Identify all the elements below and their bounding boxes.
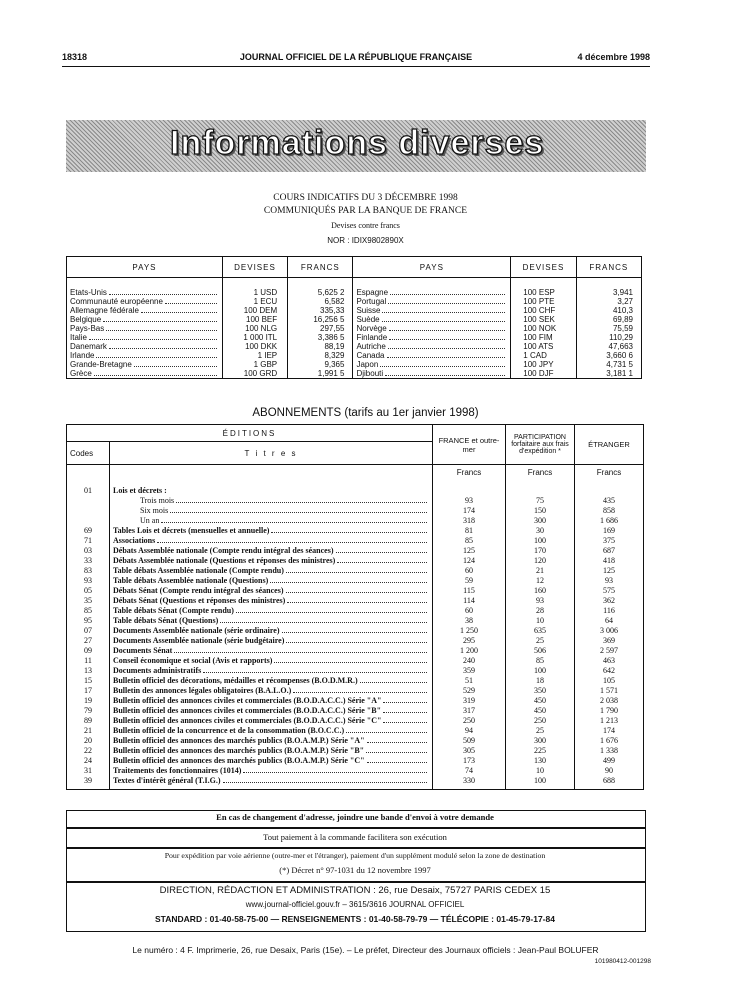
rate-country: Grèce: [67, 369, 223, 379]
sub-participation: 12: [506, 575, 575, 585]
sub-france: 330: [433, 775, 506, 785]
sub-etranger: 1 338: [575, 745, 644, 755]
banner-title: Informations diverses: [170, 124, 545, 162]
sub-code: 11: [84, 655, 92, 665]
sub-etranger: 463: [575, 655, 644, 665]
sub-france: 1 250: [433, 625, 506, 635]
col-codes: Codes: [67, 442, 110, 465]
sub-etranger: 688: [575, 775, 644, 785]
col-titres: T i t r e s: [110, 442, 433, 465]
journal-name: JOURNAL OFFICIEL DE LA RÉPUBLIQUE FRANÇAISE: [239, 52, 473, 62]
subscription-row: [67, 495, 644, 505]
rate-country: Portugal: [353, 297, 511, 306]
sub-title: Bulletin officiel des annonces des marchés publics (B.O.A.M.P.) Série "A": [110, 735, 433, 745]
sub-title: Débats Sénat (Questions et réponses des ministres): [110, 595, 433, 605]
subscription-row: [67, 645, 644, 655]
sub-participation: 30: [506, 525, 575, 535]
subscription-row: [67, 655, 644, 665]
sub-france: 60: [433, 605, 506, 615]
col-participation: PARTICIPATION forfaitaire aux frais d'expédition *: [506, 425, 575, 465]
air-mail-note: Pour expédition par voie aérienne (outre-mer et l'étranger), paiement d'un supplément modulé selon la zone de destination: [164, 851, 546, 860]
sub-etranger: 575: [575, 585, 644, 595]
sub-code: 07: [84, 625, 92, 635]
section-banner: [66, 120, 646, 172]
rate-currency: 1 ECU: [222, 297, 287, 306]
sub-etranger: 174: [575, 725, 644, 735]
col-pays-left: PAYS: [67, 257, 223, 278]
subscription-row: [67, 525, 644, 535]
sub-etranger: 93: [575, 575, 644, 585]
subscriptions-body: [67, 479, 644, 790]
rate-currency: 1 000 ITL: [222, 333, 287, 342]
sub-france: 59: [433, 575, 506, 585]
sub-code: 09: [84, 645, 92, 655]
sub-france: 509: [433, 735, 506, 745]
subscription-row: [67, 685, 644, 695]
subscription-row: [67, 605, 644, 615]
sub-france: 60: [433, 565, 506, 575]
rate-value: 9,365: [288, 360, 353, 369]
sub-france: 74: [433, 765, 506, 775]
col-devises-right: DEVISES: [511, 257, 576, 278]
rate-currency: 100 GRD: [222, 369, 287, 379]
sub-etranger: 499: [575, 755, 644, 765]
subscription-row: [67, 555, 644, 565]
decree-note: (*) Décret n° 97-1031 du 12 novembre 1997: [279, 865, 431, 875]
subscription-row: [67, 535, 644, 545]
sub-code: 05: [84, 585, 92, 595]
issue-date: 4 décembre 1998: [577, 52, 650, 62]
sub-participation: [506, 479, 575, 495]
sub-title: Documents Assemblée nationale (série ordinaire): [110, 625, 433, 635]
sub-code: 79: [84, 705, 92, 715]
phone-line: STANDARD : 01-40-58-75-00 — RENSEIGNEMENTS : 01-40-58-79-79 — TÉLÉCOPIE : 01-45-79-17-84: [155, 914, 555, 924]
sub-title: Bulletin officiel des décorations, médailles et récompenses (B.O.D.M.R.): [110, 675, 433, 685]
sub-code: [67, 495, 110, 505]
rate-country: Djibouti: [353, 369, 511, 379]
rate-currency: 100 JPY: [511, 360, 576, 369]
rate-currency: 100 NOK: [511, 324, 576, 333]
rate-currency: 100 DKK: [222, 342, 287, 351]
sub-title: Documents administratifs: [110, 665, 433, 675]
sub-participation: 300: [506, 515, 575, 525]
sub-etranger: 418: [575, 555, 644, 565]
rate-value: 6,582: [288, 297, 353, 306]
rate-value: 3,660 6: [576, 351, 641, 360]
rates-body: [67, 278, 642, 379]
sub-etranger: 1 571: [575, 685, 644, 695]
rate-currency: 100 DEM: [222, 306, 287, 315]
sub-france: 94: [433, 725, 506, 735]
sub-title: Tables Lois et décrets (mensuelles et annuelle): [110, 525, 433, 535]
sub-etranger: 435: [575, 495, 644, 505]
sub-code: 19: [84, 695, 92, 705]
rate-currency: 100 NLG: [222, 324, 287, 333]
sub-france: 125: [433, 545, 506, 555]
sub-participation: 350: [506, 685, 575, 695]
sub-title: Bulletin officiel des annonces civiles et commerciales (B.O.D.A.C.C.) Série "B": [110, 705, 433, 715]
subscription-row: [67, 505, 644, 515]
rate-country: Espagne: [353, 278, 511, 298]
sub-etranger: 2 597: [575, 645, 644, 655]
rate-value: 110,29: [576, 333, 641, 342]
sub-title: Table débats Assemblée nationale (Questions): [110, 575, 433, 585]
subscription-row: [67, 765, 644, 775]
rates-title-2: COMMUNIQUÉS PAR LA BANQUE DE FRANCE: [263, 206, 468, 216]
rate-country: Norvège: [353, 324, 511, 333]
sub-title: Un an: [110, 515, 433, 525]
rate-currency: 100 CHF: [511, 306, 576, 315]
subscription-row: [67, 725, 644, 735]
rate-row: [67, 333, 642, 342]
sub-title: Bulletin officiel des annonces des marchés publics (B.O.A.M.P.) Série "C": [110, 755, 433, 765]
rate-value: 297,55: [288, 324, 353, 333]
sub-participation: 150: [506, 505, 575, 515]
rate-country: Autriche: [353, 342, 511, 351]
sub-code: 31: [84, 765, 92, 775]
sub-title: Conseil économique et social (Avis et rapports): [110, 655, 433, 665]
rate-country: Suisse: [353, 306, 511, 315]
sub-code: 21: [84, 725, 92, 735]
sub-france: 115: [433, 585, 506, 595]
sub-code: [67, 515, 110, 525]
sub-code: 15: [84, 675, 92, 685]
sub-france: [433, 479, 506, 495]
sub-title: Documents Sénat: [110, 645, 433, 655]
sub-etranger: 1 686: [575, 515, 644, 525]
sub-france: 359: [433, 665, 506, 675]
rate-currency: 100 ESP: [511, 278, 576, 298]
subscription-row: [67, 695, 644, 705]
sub-participation: 10: [506, 765, 575, 775]
sub-france: 38: [433, 615, 506, 625]
rate-currency: 100 SEK: [511, 315, 576, 324]
sub-title: Débats Assemblée nationale (Questions et réponses des ministres): [110, 555, 433, 565]
sub-code: 89: [84, 715, 92, 725]
footer-line: Le numéro : 4 F. Imprimerie, 26, rue Desaix, Paris (15e). – Le préfet, Directeur des Journaux officiels : Jean-Paul BOLUFER: [132, 945, 599, 955]
sub-title: Bulletin des annonces légales obligatoires (B.A.L.O.): [110, 685, 433, 695]
sub-title: Table débats Sénat (Questions): [110, 615, 433, 625]
sub-etranger: 687: [575, 545, 644, 555]
sub-code: 03: [84, 545, 92, 555]
sub-france: 319: [433, 695, 506, 705]
rate-country: Allemagne fédérale: [67, 306, 223, 315]
rate-currency: 100 BEF: [222, 315, 287, 324]
sub-title: Documents Assemblée nationale (série budgétaire): [110, 635, 433, 645]
direction-address: DIRECTION, RÉDACTION ET ADMINISTRATION : 26, rue Desaix, 75727 PARIS CEDEX 15: [159, 885, 551, 896]
sub-etranger: 105: [575, 675, 644, 685]
subscription-row: [67, 479, 644, 495]
sub-participation: 10: [506, 615, 575, 625]
col-etranger: ÉTRANGER: [575, 425, 644, 465]
sub-etranger: 642: [575, 665, 644, 675]
sub-etranger: 90: [575, 765, 644, 775]
sub-etranger: 1 790: [575, 705, 644, 715]
sub-code: 39: [84, 775, 92, 785]
sub-title: Débats Sénat (Compte rendu intégral des séances): [110, 585, 433, 595]
rate-value: 47,663: [576, 342, 641, 351]
subscription-row: [67, 715, 644, 725]
col-francs-right: FRANCS: [576, 257, 641, 278]
col-pays-right: PAYS: [353, 257, 511, 278]
rates-subtitle: Devises contre francs: [331, 221, 400, 230]
sub-participation: 93: [506, 595, 575, 605]
sub-participation: 21: [506, 565, 575, 575]
sub-title: Table débats Sénat (Compte rendu): [110, 605, 433, 615]
sub-title: Débats Assemblée nationale (Compte rendu intégral des séances): [110, 545, 433, 555]
subscription-row: [67, 675, 644, 685]
address-change-note: En cas de changement d'adresse, joindre une bande d'envoi à votre demande: [216, 812, 494, 822]
rate-row: [67, 297, 642, 306]
sub-participation: 100: [506, 775, 575, 785]
sub-title: Traitements des fonctionnaires (1014): [110, 765, 433, 775]
sub-participation: 75: [506, 495, 575, 505]
subscription-row: [67, 515, 644, 525]
rate-country: Communauté européenne: [67, 297, 223, 306]
rate-value: 3,27: [576, 297, 641, 306]
rate-currency: 100 PTE: [511, 297, 576, 306]
sub-participation: 100: [506, 665, 575, 675]
sub-etranger: 1 213: [575, 715, 644, 725]
rate-value: 16,256 5: [288, 315, 353, 324]
rate-country: Etats-Unis: [67, 278, 223, 298]
sub-france: 93: [433, 495, 506, 505]
sub-france: 295: [433, 635, 506, 645]
rate-currency: 100 DJF: [511, 369, 576, 379]
rate-country: Japon: [353, 360, 511, 369]
sub-etranger: 125: [575, 565, 644, 575]
sub-code: 22: [84, 745, 92, 755]
sub-france: 174: [433, 505, 506, 515]
sub-participation: 120: [506, 555, 575, 565]
rate-country: Italie: [67, 333, 223, 342]
sub-france: 114: [433, 595, 506, 605]
sub-participation: 130: [506, 755, 575, 765]
sub-france: 173: [433, 755, 506, 765]
sub-participation: 450: [506, 695, 575, 705]
subscription-row: [67, 705, 644, 715]
subscription-row: [67, 565, 644, 575]
sub-title: Lois et décrets :: [110, 479, 433, 495]
sub-code: 01: [84, 485, 92, 495]
subscription-row: [67, 635, 644, 645]
sub-etranger: 116: [575, 605, 644, 615]
sub-participation: 160: [506, 585, 575, 595]
sub-france: 305: [433, 745, 506, 755]
rate-row: [67, 315, 642, 324]
exchange-rates-table: [66, 256, 642, 379]
rate-country: Suède: [353, 315, 511, 324]
sub-title: Bulletin officiel de la concurrence et de la consommation (B.O.C.C.): [110, 725, 433, 735]
subscription-row: [67, 545, 644, 555]
website-line: www.journal-officiel.gouv.fr – 3615/3616 JOURNAL OFFICIEL: [245, 900, 465, 909]
rate-row: [67, 306, 642, 315]
footer-code: 101980412-001298: [594, 958, 651, 965]
rate-country: Canada: [353, 351, 511, 360]
sub-france: 1 200: [433, 645, 506, 655]
sub-etranger: 1 676: [575, 735, 644, 745]
rate-value: 69,89: [576, 315, 641, 324]
subscription-row: [67, 735, 644, 745]
subscription-row: [67, 665, 644, 675]
col-francs-left: FRANCS: [288, 257, 353, 278]
sub-code: 93: [84, 575, 92, 585]
rate-value: 3,941: [576, 278, 641, 298]
rate-value: 3,386 5: [288, 333, 353, 342]
rate-country: Finlande: [353, 333, 511, 342]
sub-etranger: 64: [575, 615, 644, 625]
sub-title: Bulletin officiel des annonces civiles et commerciales (B.O.D.A.C.C.) Série "C": [110, 715, 433, 725]
sub-participation: 635: [506, 625, 575, 635]
sub-code: 35: [84, 595, 92, 605]
sub-title: Trois mois: [110, 495, 433, 505]
rate-country: Pays-Bas: [67, 324, 223, 333]
sub-france: 318: [433, 515, 506, 525]
rate-value: 410,3: [576, 306, 641, 315]
sub-etranger: 362: [575, 595, 644, 605]
sub-code: 24: [84, 755, 92, 765]
rate-value: 3,181 1: [576, 369, 641, 379]
sub-france: 124: [433, 555, 506, 565]
rate-currency: 1 USD: [222, 278, 287, 298]
sub-participation: 85: [506, 655, 575, 665]
subscription-row: [67, 595, 644, 605]
rate-currency: 1 IEP: [222, 351, 287, 360]
unit-france: Francs: [433, 465, 506, 480]
sub-participation: 18: [506, 675, 575, 685]
rate-country: Irlande: [67, 351, 223, 360]
col-france: FRANCE et outre-mer: [433, 425, 506, 465]
rate-row: [67, 278, 642, 298]
header-rule: [62, 66, 650, 67]
sub-title: Associations: [110, 535, 433, 545]
rate-currency: 1 CAD: [511, 351, 576, 360]
sub-participation: 170: [506, 545, 575, 555]
sub-code: 95: [84, 615, 92, 625]
subscription-row: [67, 755, 644, 765]
sub-code: 33: [84, 555, 92, 565]
sub-participation: 100: [506, 535, 575, 545]
rate-value: 5,625 2: [288, 278, 353, 298]
rate-value: 335,33: [288, 306, 353, 315]
sub-title: Textes d'intérêt général (T.I.G.): [110, 775, 433, 785]
sub-participation: 250: [506, 715, 575, 725]
rate-value: 88,19: [288, 342, 353, 351]
sub-france: 529: [433, 685, 506, 695]
sub-etranger: 375: [575, 535, 644, 545]
sub-participation: 300: [506, 735, 575, 745]
subscription-row: [67, 625, 644, 635]
sub-participation: 506: [506, 645, 575, 655]
subscriptions-table: [66, 424, 644, 790]
page-number: 18318: [62, 52, 88, 62]
sub-title: Bulletin officiel des annonces des marchés publics (B.O.A.M.P.) Série "B": [110, 745, 433, 755]
sub-france: 240: [433, 655, 506, 665]
rate-currency: 100 ATS: [511, 342, 576, 351]
subscription-row: [67, 745, 644, 755]
rate-row: [67, 351, 642, 360]
rate-country: Danemark: [67, 342, 223, 351]
subscriptions-title: ABONNEMENTS (tarifs au 1er janvier 1998): [252, 407, 479, 419]
sub-participation: 25: [506, 725, 575, 735]
rate-country: Belgique: [67, 315, 223, 324]
col-editions: ÉDITIONS: [222, 428, 277, 438]
subscription-row: [67, 585, 644, 595]
sub-france: 317: [433, 705, 506, 715]
sub-title: Six mois: [110, 505, 433, 515]
sub-code: 83: [84, 565, 92, 575]
subscription-row: [67, 615, 644, 625]
rate-value: 8,329: [288, 351, 353, 360]
rate-currency: 100 FIM: [511, 333, 576, 342]
sub-code: 20: [84, 735, 92, 745]
rate-row: [67, 369, 642, 379]
rate-value: 4,731 5: [576, 360, 641, 369]
rates-title-1: COURS INDICATIFS DU 3 DÉCEMBRE 1998: [273, 193, 458, 203]
sub-etranger: 858: [575, 505, 644, 515]
rate-row: [67, 342, 642, 351]
sub-code: [67, 505, 110, 515]
col-devises-left: DEVISES: [222, 257, 287, 278]
sub-etranger: 169: [575, 525, 644, 535]
rate-row: [67, 360, 642, 369]
payment-note: Tout paiement à la commande facilitera son exécution: [263, 832, 447, 842]
sub-etranger: 2 038: [575, 695, 644, 705]
sub-code: 13: [84, 665, 92, 675]
subscription-row: [67, 775, 644, 785]
sub-france: 81: [433, 525, 506, 535]
unit-etranger: Francs: [575, 465, 644, 480]
subscription-row: [67, 575, 644, 585]
sub-title: Bulletin officiel des annonces civiles et commerciales (B.O.D.A.C.C.) Série "A": [110, 695, 433, 705]
sub-etranger: [575, 479, 644, 495]
sub-code: 69: [84, 525, 92, 535]
sub-france: 51: [433, 675, 506, 685]
rate-currency: 1 GBP: [222, 360, 287, 369]
sub-code: 27: [84, 635, 92, 645]
sub-france: 250: [433, 715, 506, 725]
sub-france: 85: [433, 535, 506, 545]
sub-code: 85: [84, 605, 92, 615]
unit-participation: Francs: [506, 465, 575, 480]
sub-participation: 28: [506, 605, 575, 615]
sub-participation: 25: [506, 635, 575, 645]
rate-value: 75,59: [576, 324, 641, 333]
rate-country: Grande-Bretagne: [67, 360, 223, 369]
sub-code: 71: [84, 535, 92, 545]
rate-value: 1,991 5: [288, 369, 353, 379]
rate-row: [67, 324, 642, 333]
sub-participation: 450: [506, 705, 575, 715]
nor-reference: NOR : IDIX9802890X: [327, 236, 404, 245]
sub-etranger: 3 006: [575, 625, 644, 635]
sub-participation: 225: [506, 745, 575, 755]
sub-etranger: 369: [575, 635, 644, 645]
sub-title: Table débats Assemblée nationale (Compte rendu): [110, 565, 433, 575]
sub-code: 17: [84, 685, 92, 695]
